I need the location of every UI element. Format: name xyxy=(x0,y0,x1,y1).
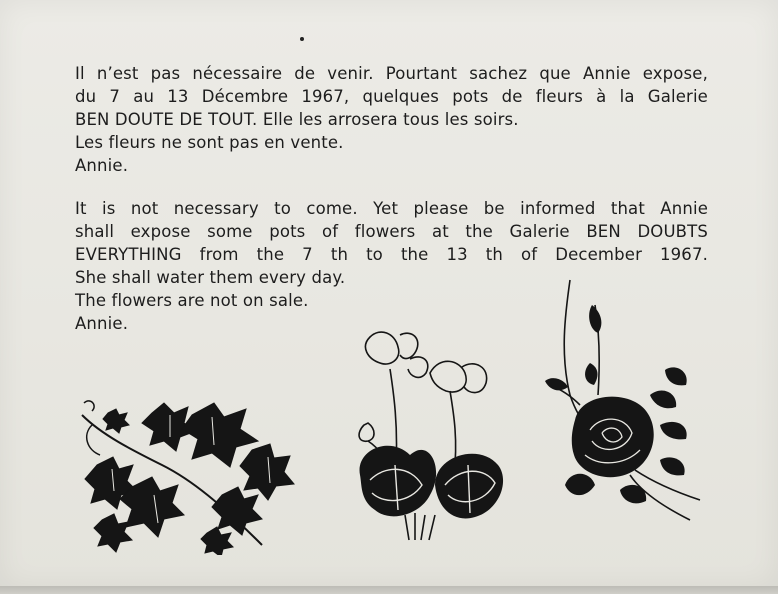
french-signature: Annie. xyxy=(75,156,129,175)
cyclamen-icon xyxy=(350,325,510,545)
french-line-2: du 7 au 13 Décembre 1967, quelques pots de fleurs à la Galerie xyxy=(75,87,708,106)
ivy-icon xyxy=(72,395,312,555)
french-line-4: Les fleurs ne sont pas en vente. xyxy=(75,133,344,152)
card-bottom-edge xyxy=(0,586,778,594)
rose-icon xyxy=(540,275,720,545)
punch-dot xyxy=(300,37,304,41)
english-line-2: shall expose some pots of flowers at the Galerie BEN DOUBTS xyxy=(75,222,708,241)
french-line-3: BEN DOUTE DE TOUT. Elle les arrosera tous les soirs. xyxy=(75,110,519,129)
english-line-1: It is not necessary to come. Yet please be informed that Annie xyxy=(75,199,708,218)
french-line-1: Il n’est pas nécessaire de venir. Pourtant sachez que Annie expose, xyxy=(75,64,708,83)
english-line-4: She shall water them every day. xyxy=(75,268,346,287)
english-line-3: EVERYTHING from the 7 th to the 13 th of December 1967. xyxy=(75,245,708,264)
english-signature: Annie. xyxy=(75,314,129,333)
english-line-5: The flowers are not on sale. xyxy=(75,291,309,310)
